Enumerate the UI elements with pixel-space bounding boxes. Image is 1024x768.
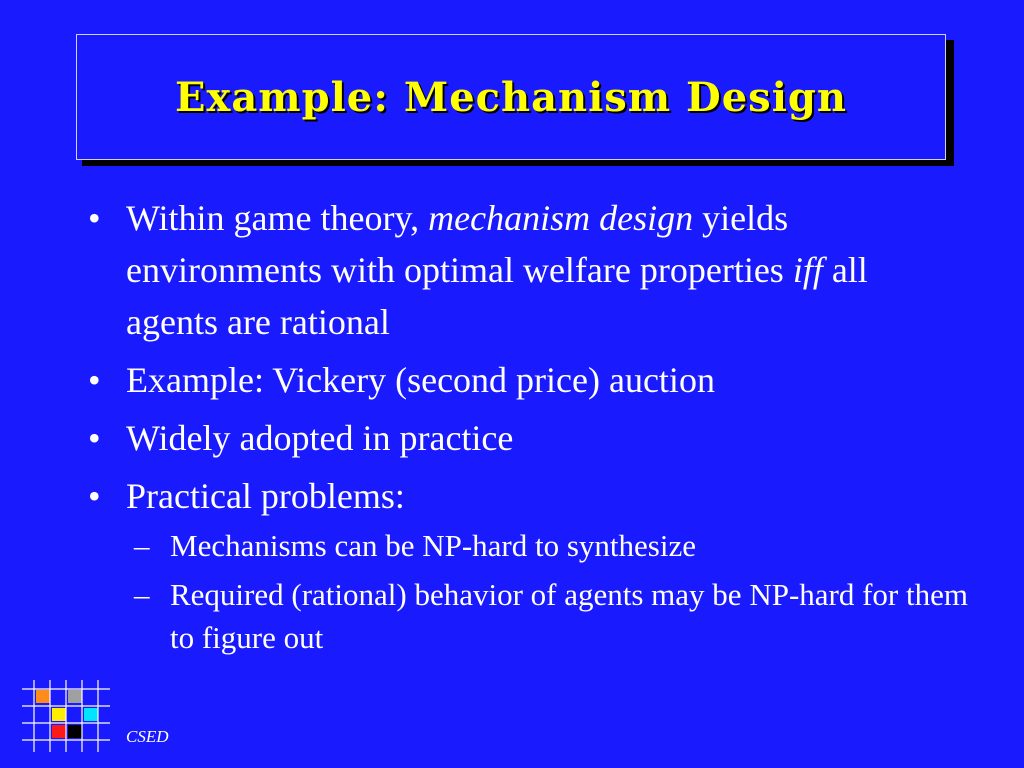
bullet-text: [126, 198, 868, 342]
logo-cell-orange: [36, 690, 50, 703]
bullet-text-emphasis: mechanism design: [428, 198, 694, 238]
bullet-item: [88, 470, 968, 659]
bullet-item: [88, 192, 968, 348]
sub-bullet-marker: –: [134, 577, 150, 612]
bullet-text: Example: Vickery (second price) auction: [126, 360, 715, 400]
bullet-text-segment: yields environments with optimal welfare properties: [126, 198, 793, 290]
bullet-item: [88, 412, 968, 464]
title-box: [76, 34, 946, 160]
logo-cell-gray: [68, 690, 82, 703]
bullet-text-segment: Within game theory,: [126, 198, 429, 238]
bullet-marker: •: [88, 418, 101, 458]
bullet-text: Practical problems:: [126, 476, 405, 516]
csed-grid-logo: [22, 680, 110, 752]
bullet-text: Widely adopted in practice: [126, 418, 514, 458]
bullet-list: [88, 192, 968, 665]
bullet-marker: •: [88, 198, 101, 238]
sub-bullet-marker: –: [134, 528, 150, 563]
bullet-marker: •: [88, 360, 101, 400]
sub-bullet-item: [134, 573, 968, 659]
bullet-marker: •: [88, 476, 101, 516]
bullet-text-segment: all agents are rational: [126, 250, 868, 342]
slide-title: Example: Mechanism Design: [175, 73, 847, 121]
sub-bullet-list: [134, 524, 968, 659]
logo-cell-cyan: [84, 708, 98, 721]
sub-bullet-item: [134, 524, 968, 567]
bullet-item: [88, 354, 968, 406]
sub-bullet-text: Required (rational) behavior of agents may be NP-hard for them to figure out: [170, 577, 968, 655]
bullet-text-emphasis: iff: [792, 250, 823, 290]
logo-cell-yellow: [52, 708, 66, 721]
sub-bullet-text: Mechanisms can be NP-hard to synthesize: [170, 528, 697, 563]
logo-cell-red: [52, 725, 66, 738]
logo-cell-black: [68, 725, 82, 738]
footer-label: CSED: [126, 727, 169, 746]
